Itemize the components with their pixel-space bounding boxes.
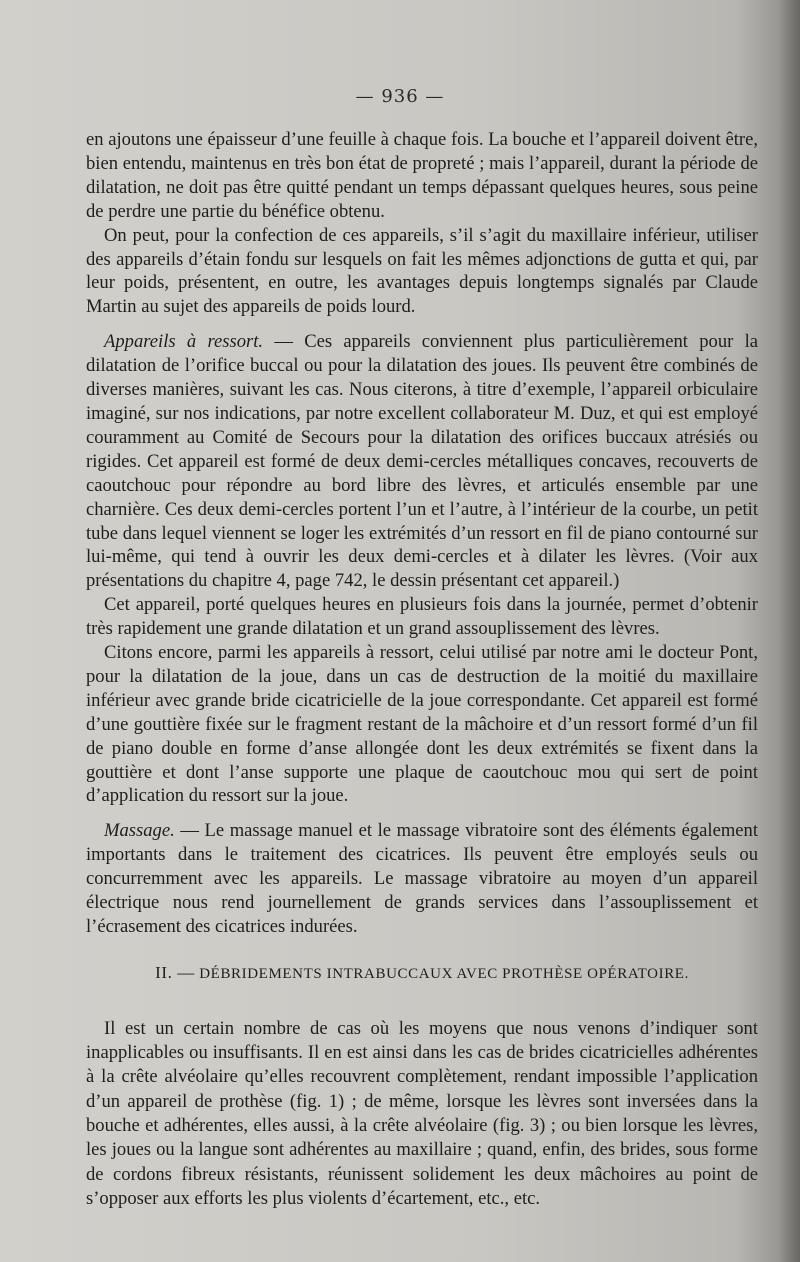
- page-number: — 936 —: [355, 86, 445, 107]
- section-heading-number: II. —: [155, 962, 195, 982]
- paragraph-docteur-pont: Citons encore, parmi les appareils à ressort, celui utilisé par notre ami le docteur Pont, pour la dilatation de la joue, dans un cas de destruction de la moitié du maxillaire inférieur avec grande bride cicatricielle de la joue correspondante. Cet appareil est formé d’une gouttière fixée sur le fragment restant de la mâchoire et d’un ressort formé d’un fil de piano double en forme d’anse allongée dont les deux extrémités se fixent dans la gouttière et dont l’anse supporte une plaque de caoutchouc mou qui sert de point d’application du ressort sur la joue.: [86, 642, 758, 807]
- paragraph-etain: On peut, pour la confection de ces appareils, s’il s’agit du maxillaire inférieur, utiliser des appareils d’étain fondu sur lesquels on fait les mêmes adjonctions de gutta et qui, par leur poids, présentent, en outre, les avantages depuis longtemps signalés par Claude Martin au sujet des appareils de poids lourd.: [86, 224, 758, 318]
- paragraph-text-appareils-ressort: — Ces appareils conviennent plus particulièrement pour la dilatation de l’orifice buccal ou pour la dilatation des joues. Ils peuvent être combinés de diverses manières, suivant les cas. Nous citerons, à titre d’exemple, l’appareil orbiculaire imaginé, sur nos indications, par notre excellent collaborateur M. Duz, et qui est employé couramment au Comité de Secours pour la dilatation des orifices buccaux atrésiés ou rigides. Cet appareil est formé de deux demi-cercles métalliques concaves, recouverts de caoutchouc pour répondre au bord libre des lèvres, et articulés ensemble par une charnière. Ces deux demi-cercles portent l’un et l’autre, à l’intérieur de la courbe, un petit tube dans lequel viennent se loger les extrémités d’un ressort en fil de piano contourné sur lui-même, qui tend à ouvrir les deux demi-cercles et à dilater les lèvres. (Voir aux présentations du chapitre 4, page 742, le dessin présentant cet appareil.): [86, 331, 759, 592]
- section-heading-text: DÉBRIDEMENTS INTRABUCCAUX AVEC PROTHÈSE OPÉRATOIRE.: [199, 965, 689, 982]
- section-heading: [86, 961, 758, 987]
- paragraph-debridements: Il est un certain nombre de cas où les moyens que nous venons d’indiquer sont inapplicables ou insuffisants. Il en est ainsi dans les cas de brides cicatricielles adhérentes à la crête alvéolaire qu’elles recouvrent complètement, rendant impossible l’application d’un appareil de prothèse (fig. 1) ; de même, lorsque les lèvres sont inversées dans la bouche et adhérentes, elles aussi, à la crête alvéolaire (fig. 3) ; ou bien lorsque les lèvres, les joues ou la langue sont adhérentes au maxillaire ; quand, enfin, des brides, sous forme de cordons fibreux résistants, réunissent solidement les deux mâchoires au point de s’opposer aux efforts les plus violents d’écartement, etc., etc.: [86, 1017, 758, 1209]
- paragraph-text-massage: — Le massage manuel et le massage vibratoire sont des éléments également importants dans le traitement des cicatrices. Ils peuvent être employés seuls ou concurremment avec les appareils. Le massage vibratoire au moyen d’un appareil électrique nous rend journellement de grands services dans l’assouplissement et l’écrasement des cicatrices indurées.: [86, 820, 758, 937]
- paragraph-assouplissement: Cet appareil, porté quelques heures en plusieurs fois dans la journée, permet d’obtenir très rapidement une grande dilatation et un grand assouplissement des lèvres.: [86, 594, 758, 640]
- page-edge-shadow: [778, 0, 800, 1262]
- paragraph-lead-appareils-ressort: Appareils à ressort.: [104, 331, 264, 353]
- paragraph-massage: [86, 819, 758, 939]
- paragraph-continuation: en ajoutons une épaisseur d’une feuille à chaque fois. La bouche et l’appareil doivent être, bien entendu, maintenus en très bon état de propreté ; mais l’appareil, durant la période de dilatation, ne doit pas être quitté pendant un temps dépassant quelques heures, sous peine de perdre une partie du bénéfice obtenu.: [86, 129, 758, 222]
- paragraph-lead-massage: Massage.: [104, 820, 175, 842]
- page-body: [86, 128, 758, 1211]
- paragraph-appareils-ressort: [86, 330, 758, 593]
